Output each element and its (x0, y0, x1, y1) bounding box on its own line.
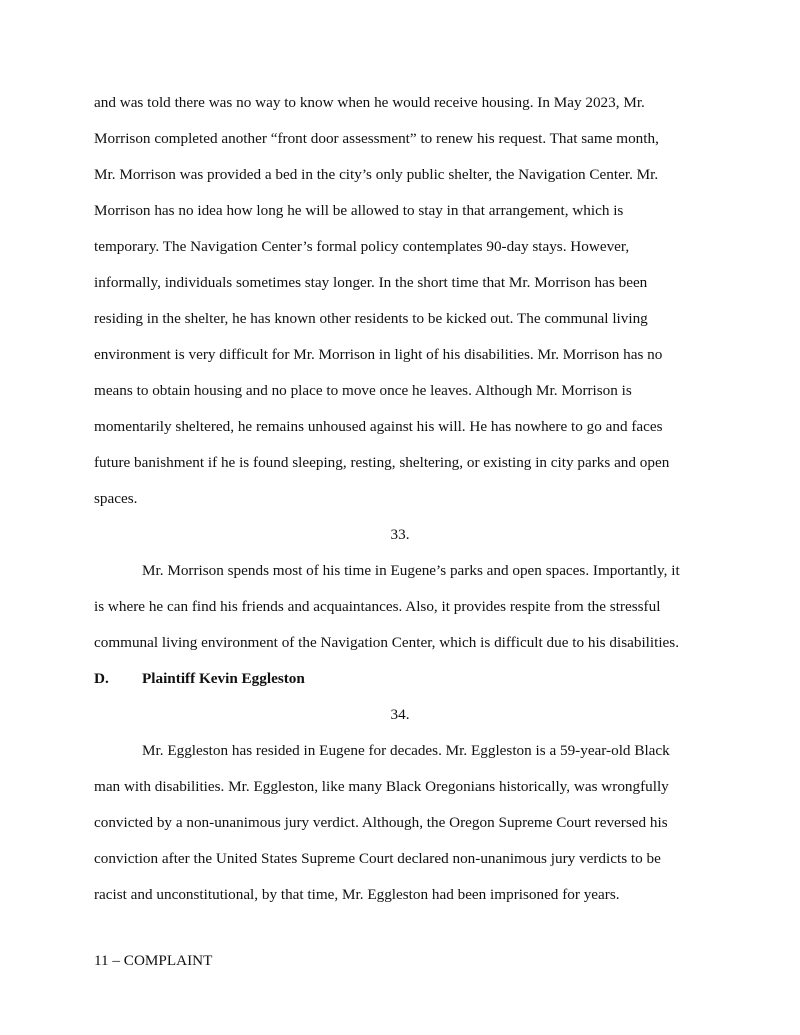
paragraph-number: 34. (390, 706, 410, 723)
paragraph-line: Morrison has no idea how long he will be allowed to stay in that arrangement, which is (94, 202, 624, 219)
paragraph-line: racist and unconstitutional, by that time, Mr. Eggleston had been imprisoned for years. (94, 886, 620, 903)
paragraph-line: Morrison completed another “front door assessment” to renew his request. That same month, (94, 130, 659, 147)
paragraph-number: 33. (390, 526, 410, 543)
paragraph-line: communal living environment of the Navigation Center, which is difficult due to his disabilities. (94, 634, 679, 651)
paragraph-line: means to obtain housing and no place to move once he leaves. Although Mr. Morrison is (94, 382, 632, 399)
section-heading-title: Plaintiff Kevin Eggleston (142, 670, 305, 687)
paragraph-line: spaces. (94, 490, 138, 507)
paragraph-line: and was told there was no way to know when he would receive housing. In May 2023, Mr. (94, 94, 645, 111)
page-footer: 11 – COMPLAINT (94, 952, 213, 969)
paragraph-line: conviction after the United States Supreme Court declared non-unanimous jury verdicts to be (94, 850, 661, 867)
paragraph-line: future banishment if he is found sleeping, resting, sheltering, or existing in city parks and open (94, 454, 670, 471)
paragraph-line: residing in the shelter, he has known other residents to be kicked out. The communal living (94, 310, 648, 327)
paragraph-line: temporary. The Navigation Center’s formal policy contemplates 90-day stays. However, (94, 238, 630, 255)
section-heading-letter: D. (94, 670, 109, 687)
paragraph-line: Mr. Morrison spends most of his time in Eugene’s parks and open spaces. Importantly, it (142, 562, 680, 579)
paragraph-line: convicted by a non-unanimous jury verdict. Although, the Oregon Supreme Court reversed his (94, 814, 668, 831)
paragraph-line: environment is very difficult for Mr. Morrison in light of his disabilities. Mr. Morrison has no (94, 346, 663, 363)
paragraph-line: is where he can find his friends and acquaintances. Also, it provides respite from the stressful (94, 598, 661, 615)
paragraph-line: Mr. Eggleston has resided in Eugene for decades. Mr. Eggleston is a 59-year-old Black (142, 742, 670, 759)
paragraph-line: informally, individuals sometimes stay longer. In the short time that Mr. Morrison has been (94, 274, 648, 291)
paragraph-line: momentarily sheltered, he remains unhoused against his will. He has nowhere to go and faces (94, 418, 663, 435)
paragraph-line: Mr. Morrison was provided a bed in the city’s only public shelter, the Navigation Center. Mr. (94, 166, 659, 183)
paragraph-line: man with disabilities. Mr. Eggleston, like many Black Oregonians historically, was wrongfully (94, 778, 669, 795)
